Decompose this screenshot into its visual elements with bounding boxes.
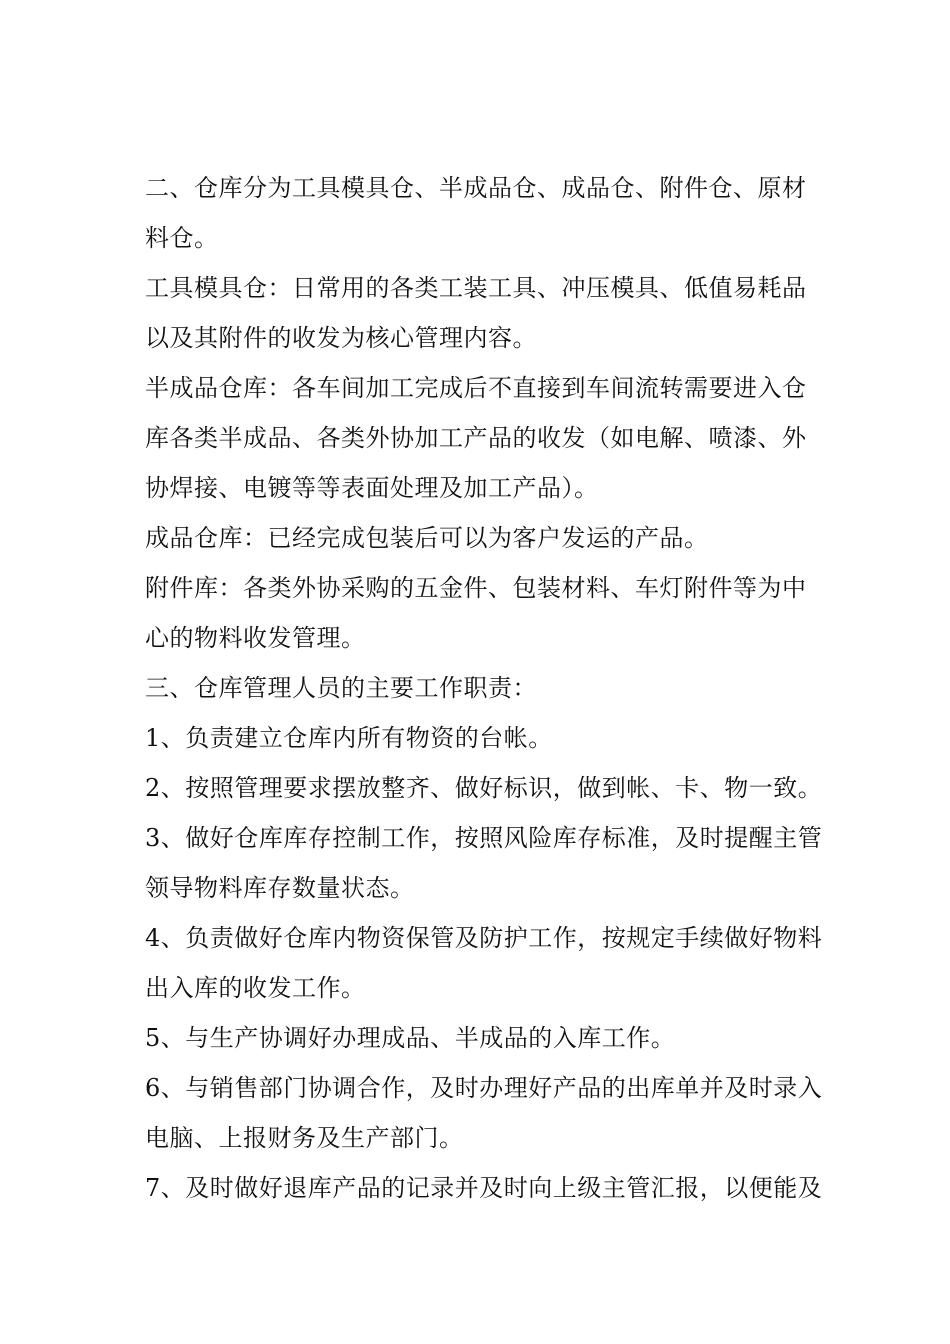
list-item-continuation: 电脑、上报财务及生产部门。: [145, 1124, 464, 1152]
text-line: 附件库：各类外协采购的五金件、包装材料、车灯附件等为中: [145, 574, 807, 602]
text-line: 料仓。: [145, 224, 219, 252]
list-item: 6、与销售部门协调合作，及时办理好产品的出库单并及时录入: [145, 1074, 823, 1102]
text-line: 半成品仓库：各车间加工完成后不直接到车间流转需要进入仓: [145, 374, 807, 402]
list-item: 3、做好仓库库存控制工作，按照风险库存标准，及时提醒主管: [145, 824, 823, 852]
list-item: 2、按照管理要求摆放整齐、做好标识，做到帐、卡、物一致。: [145, 774, 823, 802]
document-body: [145, 174, 823, 1202]
list-item: 4、负责做好仓库内物资保管及防护工作，按规定手续做好物料: [145, 924, 823, 952]
text-line: 协焊接、电镀等等表面处理及加工产品）。: [145, 474, 599, 502]
list-item-continuation: 出入库的收发工作。: [145, 974, 366, 1002]
text-line: 成品仓库：已经完成包装后可以为客户发运的产品。: [145, 524, 709, 552]
text-line: 以及其附件的收发为核心管理内容。: [145, 324, 537, 352]
list-item: 5、与生产协调好办理成品、半成品的入库工作。: [145, 1024, 676, 1052]
section-heading: 三、仓库管理人员的主要工作职责：: [145, 674, 537, 702]
text-line: 二、仓库分为工具模具仓、半成品仓、成品仓、附件仓、原材: [145, 174, 807, 202]
list-item-continuation: 领导物料库存数量状态。: [145, 874, 415, 902]
list-item: 1、负责建立仓库内所有物资的台帐。: [145, 724, 553, 752]
text-line: 库各类半成品、各类外协加工产品的收发（如电解、喷漆、外: [145, 424, 807, 452]
text-line: 心的物料收发管理。: [145, 624, 366, 652]
text-line: 工具模具仓：日常用的各类工装工具、冲压模具、低值易耗品: [145, 274, 807, 302]
list-item: 7、及时做好退库产品的记录并及时向上级主管汇报，以便能及: [145, 1174, 823, 1202]
